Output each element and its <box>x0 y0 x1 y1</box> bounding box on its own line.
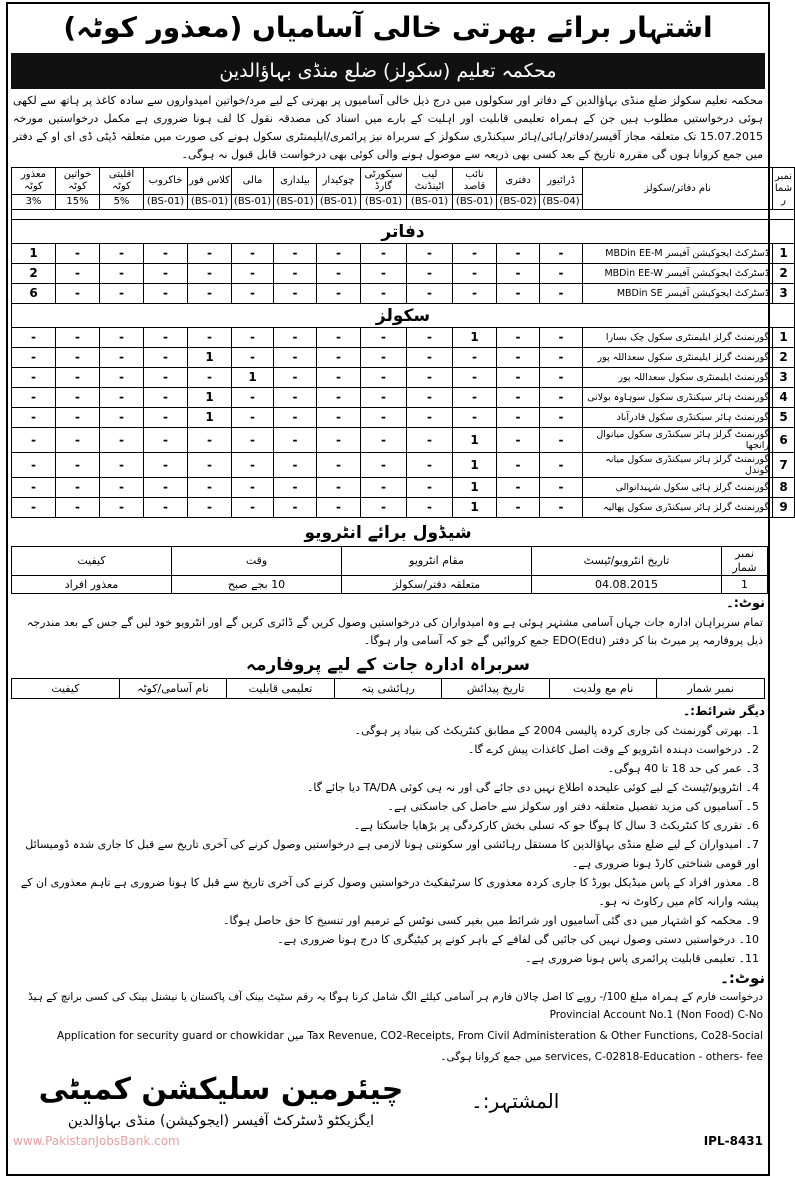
column-subheader: (BS-01) <box>453 195 497 210</box>
office-name-cell: گورنمنٹ گرلز ہائر سیکنڈری سکول پھالیہ <box>583 498 773 518</box>
spacer-row <box>12 210 795 220</box>
vacancy-count-cell: - <box>497 328 540 348</box>
column-header: خاکروب <box>144 168 188 195</box>
vacancy-count-cell: - <box>274 348 317 368</box>
condition-item: 2۔ درخواست دہندہ انٹرویو کے وقت اصل کاغذات پیش کرے گا۔ <box>467 743 759 756</box>
vacancy-count-cell: - <box>274 264 317 284</box>
vacancy-count-cell: 6 <box>12 284 56 304</box>
vacancy-count-cell: - <box>144 368 188 388</box>
serial-cell: 6 <box>773 428 795 453</box>
office-name-cell: ڈسٹرکٹ ایجوکیشن آفیسر MBDin EE-W <box>583 264 773 284</box>
table-row <box>12 388 795 408</box>
vacancy-count-cell: - <box>361 284 407 304</box>
vacancy-count-cell: - <box>317 408 361 428</box>
fee-note-line: services, C-02818-Education - others- fee میں جمع کروانا ہوگی۔ <box>440 1051 763 1063</box>
vacancy-count-cell: - <box>100 368 144 388</box>
vacancy-count-cell: - <box>407 284 453 304</box>
vacancy-count-cell: - <box>144 478 188 498</box>
office-name-cell: گورنمنٹ گرلز ایلیمنٹری سکول چک بسارا <box>583 328 773 348</box>
vacancy-count-cell: - <box>100 328 144 348</box>
header-cell: کیفیت <box>12 547 172 576</box>
vacancy-count-cell: - <box>497 478 540 498</box>
vacancy-count-cell: - <box>540 498 583 518</box>
condition-item: 11۔ تعلیمی قابلیت پرائمری پاس ہونا ضروری ہے۔ <box>525 952 759 965</box>
note-label: نوٹ:۔ <box>726 596 765 611</box>
column-header: ڈرائیور <box>540 168 583 195</box>
vacancy-count-cell: - <box>100 498 144 518</box>
table-row <box>12 498 795 518</box>
column-header: سیکورٹی گارڈ <box>361 168 407 195</box>
vacancy-count-cell: - <box>144 348 188 368</box>
condition-item: 9۔ محکمہ کو اشتہار میں دی گئی آسامیوں اور شرائط میں بغیر کسی نوٹس کے ترمیم اور تنسیخ کا حق حاصل ہوگا۔ <box>223 914 759 927</box>
table-row <box>12 284 795 304</box>
header-cell: نام آسامی/کوٹہ <box>119 679 227 699</box>
column-subheader: (BS-01) <box>274 195 317 210</box>
column-subheader: (BS-01) <box>232 195 274 210</box>
column-subheader: 15% <box>56 195 100 210</box>
vacancy-count-cell: - <box>144 264 188 284</box>
table-row <box>12 328 795 348</box>
condition-item: 1۔ بھرتی گورنمنٹ کی جاری کردہ پالیسی 2004 کے مطابق کنٹریکٹ کی بنیاد پر ہوگی۔ <box>354 724 759 737</box>
condition-item: 10۔ درخواستیں دستی وصول نہیں کی جائیں گی لفافے کے باہر کونے پر کیٹیگری کا درج ہونا ضروری ہے۔ <box>277 933 759 946</box>
vacancy-count-cell: - <box>232 388 274 408</box>
vacancy-count-cell: - <box>317 498 361 518</box>
fee-note <box>11 988 765 1066</box>
vacancy-count-cell: - <box>453 264 497 284</box>
vacancy-count-cell: 1 <box>453 478 497 498</box>
venue-cell: متعلقہ دفتر/سکولز <box>342 576 532 594</box>
column-header: لیب اٹینڈنٹ <box>407 168 453 195</box>
vacancy-count-cell: - <box>497 264 540 284</box>
vacancy-count-cell: - <box>274 244 317 264</box>
vacancy-count-cell: - <box>188 428 232 453</box>
table-row <box>12 478 795 498</box>
vacancy-count-cell: - <box>144 284 188 304</box>
vacancy-count-cell: - <box>497 244 540 264</box>
vacancy-count-cell: - <box>497 368 540 388</box>
vacancy-count-cell: 1 <box>188 388 232 408</box>
vacancy-count-cell: - <box>361 453 407 478</box>
vacancy-count-cell: - <box>317 478 361 498</box>
office-name-cell: گورنمنٹ ہائر سیکنڈری سکول قادرآباد <box>583 408 773 428</box>
vacancy-count-cell: - <box>56 428 100 453</box>
vacancy-count-cell: - <box>56 478 100 498</box>
column-subheader: (BS-01) <box>407 195 453 210</box>
office-name-cell: گورنمنٹ ہائر سیکنڈری سکول سوہاوہ بولانی <box>583 388 773 408</box>
vacancy-count-cell: - <box>274 453 317 478</box>
vacancy-count-cell: - <box>407 388 453 408</box>
vacancy-count-cell: - <box>188 498 232 518</box>
vacancy-count-cell: - <box>232 348 274 368</box>
vacancy-count-cell: - <box>144 408 188 428</box>
vacancy-count-cell: - <box>188 453 232 478</box>
section-title: سکولز <box>12 304 795 328</box>
vacancy-count-cell: - <box>188 368 232 388</box>
interview-heading: شیڈول برائے انٹرویو <box>304 523 472 543</box>
vacancy-count-cell: - <box>361 348 407 368</box>
vacancy-count-cell: - <box>232 428 274 453</box>
vacancy-count-cell: - <box>453 388 497 408</box>
header-cell: کیفیت <box>12 679 120 699</box>
vacancy-count-cell: - <box>361 264 407 284</box>
table-row <box>12 368 795 388</box>
vacancy-count-cell: - <box>188 478 232 498</box>
vacancy-count-cell: - <box>12 453 56 478</box>
header-cell: نمبر شمار <box>722 547 768 576</box>
header-cell: نام مع ولدیت <box>549 679 657 699</box>
serial-cell: 5 <box>773 408 795 428</box>
header-cell: نمبر شمار <box>657 679 765 699</box>
vacancy-count-cell: - <box>56 284 100 304</box>
vacancy-count-cell: - <box>188 244 232 264</box>
vacancy-count-cell: - <box>274 388 317 408</box>
vacancy-count-cell: - <box>407 244 453 264</box>
vacancy-count-cell: - <box>497 428 540 453</box>
vacancy-count-cell: - <box>100 428 144 453</box>
header-cell: تعلیمی قابلیت <box>227 679 335 699</box>
fee-note-line: Tax Revenue, CO2-Receipts, From Civil Administeration & Other Functions, Co28-Social میں Application for security guard or chowkidar <box>57 1030 763 1042</box>
office-name-cell: گورنمنٹ گرلز ہائر سیکنڈری سکول میانوال رانجھا <box>583 428 773 453</box>
vacancy-count-cell: - <box>144 428 188 453</box>
date-cell: 04.08.2015 <box>532 576 722 594</box>
vacancy-count-cell: - <box>407 498 453 518</box>
header-cell: تاریخ انٹرویو/ٹیسٹ <box>532 547 722 576</box>
serial-cell: 1 <box>773 328 795 348</box>
vacancy-count-cell: - <box>274 498 317 518</box>
serial-cell: 1 <box>773 244 795 264</box>
vacancy-count-cell: - <box>144 388 188 408</box>
column-header: چوکیدار <box>317 168 361 195</box>
column-subheader: (BS-04) <box>540 195 583 210</box>
vacancy-count-cell: - <box>274 428 317 453</box>
note-text: تمام سربراہان ادارہ جات جہاں آسامی مشتہر ہوئی ہے وہ امیدواران کی درخواستیں وصول کریں گے ڈائری کریں گے اور انٹرویو خود لیں گے جس کے بعد مندرجہ ذیل پروفارمہ پر میرٹ بنا کر دفتر EDO(Edu) جمع کروائیں گے جو کہ آسامی وار ہوگا۔ <box>26 616 763 647</box>
vacancy-count-cell: - <box>317 328 361 348</box>
conditions-list <box>11 721 765 968</box>
column-header: دفتری <box>497 168 540 195</box>
vacancy-count-cell: - <box>453 408 497 428</box>
vacancy-count-cell: - <box>361 498 407 518</box>
ad-title: اشتہار برائے بھرتی خالی آسامیاں (معذور کوٹہ) <box>63 11 713 44</box>
vacancy-count-cell: - <box>56 453 100 478</box>
vacancy-count-cell: - <box>540 408 583 428</box>
column-header: نائب قاصد <box>453 168 497 195</box>
vacancy-count-cell: - <box>407 428 453 453</box>
column-subheader: (BS-01) <box>317 195 361 210</box>
interview-row <box>12 576 768 594</box>
vacancy-count-cell: - <box>144 453 188 478</box>
serial-cell: 7 <box>773 453 795 478</box>
serial-cell: 8 <box>773 478 795 498</box>
vacancy-count-cell: - <box>407 453 453 478</box>
column-subheader: (BS-01) <box>361 195 407 210</box>
office-name-cell: گورنمنٹ گرلز ہائی سکول شہیدانوالی <box>583 478 773 498</box>
vacancy-count-cell: - <box>317 264 361 284</box>
vacancy-count-cell: - <box>274 328 317 348</box>
office-name-cell: ڈسٹرکٹ ایجوکیشن آفیسر MBDin SE <box>583 284 773 304</box>
condition-item: 7۔ امیدواران کے لیے ضلع منڈی بہاؤالدین کا مستقل رہائشی اور سکونتی ہونا لازمی ہے درخواستیں وصول کرنے کی آخری تاریخ سے قبل کا جاری شدہ ڈومیسائل اور قومی شناختی کارڈ ہونا ضروری ہے۔ <box>25 838 759 870</box>
vacancy-count-cell: - <box>317 244 361 264</box>
vacancy-count-cell: - <box>12 408 56 428</box>
advertiser-label: المشتہر:۔ <box>471 1089 560 1113</box>
header-cell: مقام انٹرویو <box>342 547 532 576</box>
vacancy-count-cell: - <box>100 478 144 498</box>
vacancy-count-cell: - <box>56 498 100 518</box>
signatory-title: چیئرمین سلیکشن کمیٹی <box>38 1072 404 1107</box>
vacancy-count-cell: - <box>274 284 317 304</box>
vacancy-count-cell: - <box>144 498 188 518</box>
remarks-cell: معذور افراد <box>12 576 172 594</box>
vacancy-count-cell: - <box>100 244 144 264</box>
ad-frame <box>6 2 793 1176</box>
vacancy-count-cell: - <box>12 498 56 518</box>
column-subheader: (BS-02) <box>497 195 540 210</box>
vacancy-count-cell: - <box>540 348 583 368</box>
vacancy-count-cell: - <box>540 478 583 498</box>
vacancy-count-cell: - <box>317 428 361 453</box>
vacancy-count-cell: 1 <box>232 368 274 388</box>
condition-item: 8۔ معذور افراد کے پاس میڈیکل بورڈ کا جاری کردہ معذوری کا سرٹیفکیٹ درخواستیں وصول کرنے کی آخری تاریخ سے قبل کا ہونا ضروری ہے تاہم معذوری ان کے پیشہ وارانہ کام میں رکاوٹ نہ ہو۔ <box>20 876 759 908</box>
vacancy-count-cell: - <box>232 478 274 498</box>
column-header: خواتین کوٹہ <box>56 168 100 195</box>
watermark: www.PakistanJobsBank.com <box>13 1134 180 1148</box>
vacancy-count-cell: - <box>407 478 453 498</box>
intro-paragraph: محکمہ تعلیم سکولز ضلع منڈی بہاؤالدین کے دفاتر اور سکولوں میں درج ذیل خالی آسامیوں پر بھرتی کے لیے مرد/خواتین امیدواروں سے سادہ کاغذ پر ہاتھ سے لکھی ہوئی درخواستیں مطلوب ہیں جن کے ہمراہ تعلیمی قابلیت اور اہلیت کے بارے میں اسناد کی مصدقہ نقول کا لف ہونا ضروری ہے مکمل درخواستیں مورخہ 15.07.2015 تک متعلقہ مجاز آفیسر/دفاتر/ہائی/ہائر سیکنڈری سکولز کے سربراہ نیز پرائمری/ایلیمنٹری سکول ہونے کی صورت میں متعلقہ ڈپٹی ڈی ای او کے دفتر میں جمع کروانا ہوں گی مقررہ تاریخ کے بعد کسی بھی ذریعہ سے موصول ہونے والی کوئی بھی درخواست قابل قبول نہ ہوگی۔ <box>13 94 764 161</box>
fee-note-line: درخواست فارم کے ہمراہ مبلغ 100/- روپے کا اصل چالان فارم ہر آسامی کیلئے الگ شامل کرنا ہوگا یہ رقم سٹیٹ بینک آف پاکستان یا نیشنل بینک کی کسی برانچ کے ہیڈ Provincial Account No.1 (Non Food) C-No <box>28 991 763 1021</box>
vacancy-count-cell: - <box>188 284 232 304</box>
vacancy-count-cell: - <box>317 388 361 408</box>
serial-cell: 3 <box>773 284 795 304</box>
vacancy-count-cell: - <box>232 498 274 518</box>
column-header: مالی <box>232 168 274 195</box>
vacancy-count-cell: - <box>361 408 407 428</box>
vacancy-count-cell: 1 <box>453 328 497 348</box>
table-row <box>12 428 795 453</box>
vacancy-count-cell: 1 <box>453 453 497 478</box>
vacancy-count-cell: - <box>361 428 407 453</box>
vacancy-count-cell: - <box>232 284 274 304</box>
section-row <box>12 220 795 244</box>
vacancy-count-cell: - <box>497 284 540 304</box>
vacancy-count-cell: - <box>232 244 274 264</box>
vacancy-count-cell: - <box>361 388 407 408</box>
header-cell: وقت <box>172 547 342 576</box>
vacancy-count-cell: - <box>361 368 407 388</box>
spacer-cell <box>12 210 795 220</box>
vacancy-count-cell: - <box>188 328 232 348</box>
vacancy-count-cell: - <box>100 453 144 478</box>
vacancy-count-cell: - <box>56 408 100 428</box>
column-subheader: (BS-01) <box>188 195 232 210</box>
vacancy-count-cell: 1 <box>12 244 56 264</box>
vacancy-count-cell: - <box>274 478 317 498</box>
vacancy-count-cell: - <box>232 453 274 478</box>
table-row <box>12 244 795 264</box>
vacancy-count-cell: - <box>12 428 56 453</box>
proforma-header-row <box>12 679 765 699</box>
condition-item: 3۔ عمر کی حد 18 تا 40 ہوگی۔ <box>607 762 759 775</box>
vacancy-count-cell: - <box>361 244 407 264</box>
signature-area <box>11 1070 765 1132</box>
vacancy-count-cell: - <box>12 328 56 348</box>
table-row <box>12 408 795 428</box>
ad-reference: IPL-8431 <box>703 1134 763 1148</box>
column-header: اقلیتی کوٹہ <box>100 168 144 195</box>
vacancy-count-cell: - <box>361 478 407 498</box>
vacancy-count-cell: - <box>12 348 56 368</box>
vacancy-count-cell: - <box>56 328 100 348</box>
condition-item: 4۔ انٹرویو/ٹیسٹ کے لیے کوئی علیحدہ اطلاع نہیں دی جائے گی اور نہ ہی کوئی TA/DA دیا جائے گا۔ <box>306 781 759 794</box>
column-header: نمبر شمار <box>773 168 795 210</box>
vacancy-count-cell: - <box>100 408 144 428</box>
footer-row <box>11 1134 765 1148</box>
vacancy-count-cell: - <box>540 244 583 264</box>
vacancy-count-cell: - <box>540 328 583 348</box>
condition-item: 5۔ آسامیوں کی مزید تفصیل متعلقہ دفتر اور سکولز سے حاصل کی جاسکتی ہے۔ <box>387 800 759 813</box>
vacancy-count-cell: - <box>453 284 497 304</box>
signatory-office: ایگزیکٹو ڈسٹرکٹ آفیسر (ایجوکیشن) منڈی بہاؤالدین <box>67 1113 375 1129</box>
vacancy-count-cell: - <box>188 264 232 284</box>
table-row <box>12 264 795 284</box>
vacancy-count-cell: - <box>100 388 144 408</box>
vacancy-count-cell: - <box>56 388 100 408</box>
serial-cell: 4 <box>773 388 795 408</box>
vacancy-count-cell: - <box>274 368 317 388</box>
vacancies-table <box>11 167 795 518</box>
section-title: دفاتر <box>12 220 795 244</box>
vacancy-count-cell: - <box>144 328 188 348</box>
vacancy-count-cell: - <box>540 453 583 478</box>
vacancy-count-cell: - <box>407 328 453 348</box>
column-header: بیلداری <box>274 168 317 195</box>
vacancy-count-cell: - <box>407 408 453 428</box>
vacancy-count-cell: - <box>12 368 56 388</box>
office-name-cell: ڈسٹرکٹ ایجوکیشن آفیسر MBDin EE-M <box>583 244 773 264</box>
department-banner: محکمہ تعلیم (سکولز) ضلع منڈی بہاؤالدین <box>11 53 765 89</box>
vacancy-count-cell: - <box>540 284 583 304</box>
vacancy-count-cell: - <box>56 244 100 264</box>
vacancy-count-cell: - <box>56 348 100 368</box>
vacancy-count-cell: 2 <box>12 264 56 284</box>
vacancy-count-cell: - <box>540 264 583 284</box>
vacancy-count-cell: - <box>232 328 274 348</box>
vacancy-count-cell: - <box>361 328 407 348</box>
vacancy-count-cell: - <box>232 264 274 284</box>
vacancy-count-cell: - <box>540 428 583 453</box>
office-name-cell: گورنمنٹ ایلیمنٹری سکول سعداللہ پور <box>583 368 773 388</box>
vacancy-count-cell: 1 <box>188 408 232 428</box>
table-row <box>12 348 795 368</box>
column-subheader: 5% <box>100 195 144 210</box>
vacancy-count-cell: - <box>453 244 497 264</box>
interview-header-row <box>12 547 768 576</box>
vacancy-count-cell: - <box>100 284 144 304</box>
serial-cell: 9 <box>773 498 795 518</box>
serial-cell: 3 <box>773 368 795 388</box>
proforma-table <box>11 678 765 699</box>
vacancy-count-cell: - <box>12 388 56 408</box>
note2-label: نوٹ:۔ <box>720 969 765 987</box>
vacancy-count-cell: - <box>274 408 317 428</box>
vacancy-count-cell: - <box>407 264 453 284</box>
vacancy-count-cell: - <box>540 368 583 388</box>
column-subheader: (BS-01) <box>144 195 188 210</box>
section-row <box>12 304 795 328</box>
vacancy-count-cell: 1 <box>453 498 497 518</box>
interview-schedule-table <box>11 546 768 594</box>
vacancy-count-cell: - <box>540 388 583 408</box>
column-header: کلاس فور <box>188 168 232 195</box>
conditions-heading: دیگر شرائط:۔ <box>683 704 765 718</box>
vacancy-count-cell: - <box>407 368 453 388</box>
office-name-cell: گورنمنٹ گرلز ہائر سیکنڈری سکول میانہ گوندل <box>583 453 773 478</box>
table-row <box>12 453 795 478</box>
vacancy-count-cell: - <box>497 453 540 478</box>
vacancy-count-cell: - <box>497 498 540 518</box>
condition-item: 6۔ تقرری کا کنٹریکٹ 3 سال کا ہوگا جو کہ تسلی بخش کارکردگی پر بڑھایا جاسکتا ہے۔ <box>353 819 759 832</box>
vacancy-count-cell: - <box>12 478 56 498</box>
vacancy-count-cell: - <box>317 348 361 368</box>
vacancy-count-cell: - <box>100 264 144 284</box>
vacancy-count-cell: - <box>144 244 188 264</box>
vacancy-count-cell: 1 <box>453 428 497 453</box>
vacancy-count-cell: - <box>497 388 540 408</box>
header-cell: رہائشی پتہ <box>334 679 442 699</box>
vacancy-count-cell: - <box>453 368 497 388</box>
column-subheader: 3% <box>12 195 56 210</box>
serial-cell: 2 <box>773 264 795 284</box>
vacancy-count-cell: 1 <box>188 348 232 368</box>
vacancy-count-cell: - <box>56 368 100 388</box>
vacancy-count-cell: - <box>56 264 100 284</box>
proforma-heading: سربراہ ادارہ جات کے لیے پروفارمہ <box>246 655 530 675</box>
header-cell: تاریخ پیدائش <box>442 679 550 699</box>
vacancy-count-cell: - <box>407 348 453 368</box>
vacancy-count-cell: - <box>453 348 497 368</box>
signature-block <box>31 1070 411 1132</box>
vacancy-count-cell: - <box>317 453 361 478</box>
serial-cell: 1 <box>722 576 768 594</box>
column-header: معذور کوٹہ <box>12 168 56 195</box>
vacancy-count-cell: - <box>232 408 274 428</box>
vacancy-count-cell: - <box>317 368 361 388</box>
serial-cell: 2 <box>773 348 795 368</box>
column-header: نام دفاتر/سکولز <box>583 168 773 210</box>
vacancy-count-cell: - <box>100 348 144 368</box>
vacancy-count-cell: - <box>317 284 361 304</box>
office-name-cell: گورنمنٹ گرلز ایلیمنٹری سکول سعداللہ پور <box>583 348 773 368</box>
header-row <box>12 168 795 195</box>
time-cell: 10 بجے صبح <box>172 576 342 594</box>
vacancy-count-cell: - <box>497 348 540 368</box>
vacancy-count-cell: - <box>497 408 540 428</box>
